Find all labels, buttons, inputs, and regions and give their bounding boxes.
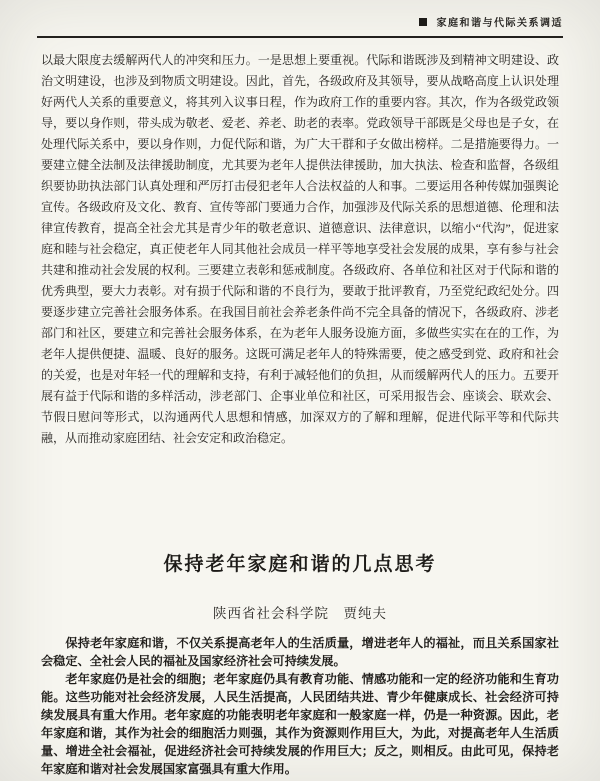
continuation-paragraph: 以最大限度去缓解两代人的冲突和压力。一是思想上要重视。代际和谐既涉及到精神文明建设、政治文明建设，也涉及到物质文明建设。因此，首先，各级政府及其领导，要从战略高度上认识处理好两代人关系的重要意义，将其列入议事日程，作为政府工作的重要内容。其次，作为各级党政领导，要以身作则，带头成为敬老、爱老、养老、助老的表率。党政领导干部既是父母也是子女，在处理代际关系中，要以身作则，力促代际和谐，为广大干群和子女做出榜样。二是措施要得力。一要建立健全法制及法律援助制度，尤其要为老年人提供法律援助，加大执法、检查和监督，各级组织要协助执法部门认真处理和严厉打击侵犯老年人合法权益的人和事。二要运用各种传媒加强舆论宣传。各级政府及文化、教育、宣传等部门要通力合作，加强涉及代际关系的思想道德、伦理和法律宣传教育，提高全社会尤其是青少年的敬老意识、道德意识、法律意识，以缩小“代沟”，促进家庭和睦与社会稳定，真正使老年人同其他社会成员一样平等地享受社会发展的成果，享有参与社会共建和推动社会发展的权利。三要建立表彰和惩戒制度。各级政府、各单位和社区对于代际和谐的优秀典型，要大力表彰。对有损于代际和谐的不良行为，要敢于批评教育，乃至党纪政纪处分。四要逐步建立完善社会服务体系。在我国目前社会养老条件尚不完全具备的情况下，各级政府、涉老部门和社区，要建立和完善社会服务体系，在为老年人服务设施方面，多做些实实在在的工作，为老年人提供便捷、温暖、良好的服务。这既可满足老年人的特殊需要，使之感受到党、政府和社会的关爱，也是对年轻一代的理解和支持，有利于减轻他们的负担，从而缓解两代人的压力。五要开展有益于代际和谐的多样活动，涉老部门、企事业单位和社区，可采用报告会、座谈会、联欢会、节假日慰问等形式，以沟通两代人思想和情感，加深双方的了解和理解，促进代际平等和代际共融，从而推动家庭团结、社会安定和政治稳定。 [41, 53, 559, 445]
running-header [37, 13, 563, 38]
article-body [41, 634, 559, 778]
author-line: 陕西省社会科学院 贾纯夫 [213, 606, 387, 621]
running-header-text [419, 18, 564, 29]
body-paragraph: 老年家庭仍是社会的细胞；老年家庭仍具有教育功能、情感功能和一定的经济功能和生育功能。这些功能对社会经济发展，人民生活提高，人民团结共进、青少年健康成长、社会经济可持续发展具有重大作用。老年家庭的功能表明老年家庭和一般家庭一样，仍是一种资源。因此，老年家庭和谐，其作为社会的细胞活力则强，其作为资源则作用巨大，为此，对提高老年人生活质量、增进全社会福祉，促进经济社会可持续发展的作用巨大；反之，则相反。由此可见，保持老年家庭和谐对社会发展国家富强具有重大作用。 [41, 672, 559, 776]
running-title: 家庭和谐与代际关系调适 [436, 18, 563, 29]
header-square-marker-icon [419, 18, 427, 26]
lead-paragraph: 保持老年家庭和谐，不仅关系提高老年人的生活质量，增进老年人的福祉，而且关系国家社会稳定、全社会人民的福祉及国家经济社会可持续发展。 [41, 636, 559, 668]
article-title: 保持老年家庭和谐的几点思考 [163, 554, 437, 575]
